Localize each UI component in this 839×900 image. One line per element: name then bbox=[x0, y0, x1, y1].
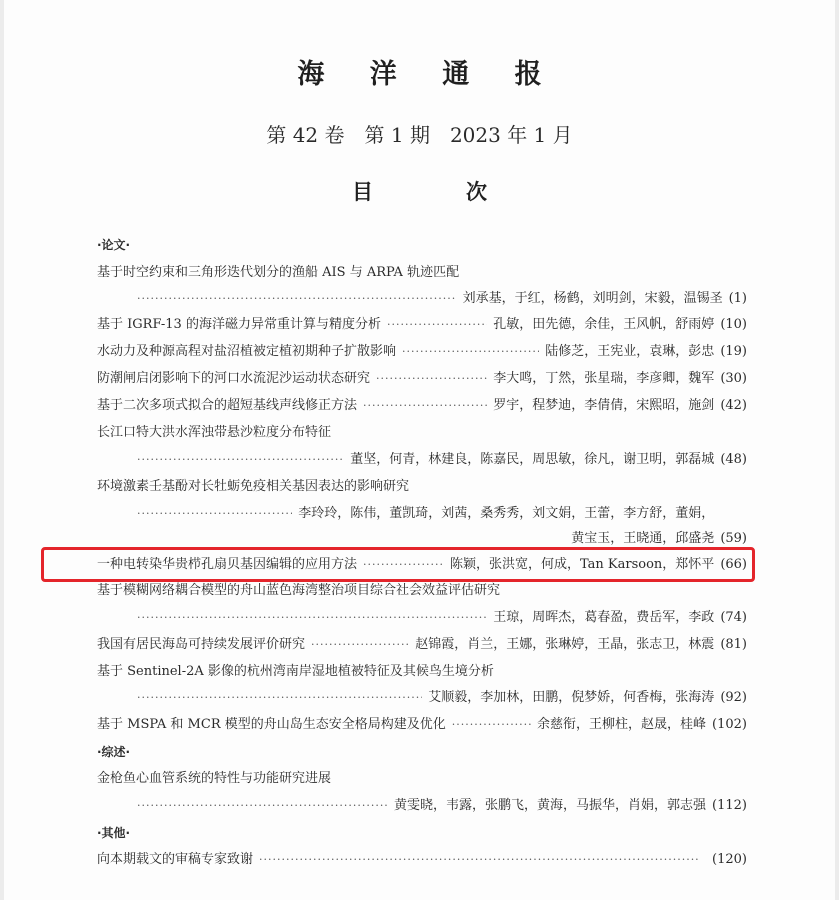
leader-dots bbox=[137, 687, 422, 709]
toc-entry[interactable] bbox=[97, 768, 747, 790]
leader-dots bbox=[363, 395, 487, 417]
entry-authors: 王琼，周晖杰，葛春盈，费岳军，李政 bbox=[493, 610, 715, 625]
entry-page: (102) bbox=[712, 717, 747, 732]
entry-page: (112) bbox=[712, 798, 747, 813]
section-label-review: ·综述· bbox=[97, 745, 131, 759]
entry-authors: 余慈衔，王柳柱，赵晟，桂峰 bbox=[537, 717, 707, 732]
entry-page: (30) bbox=[720, 371, 747, 386]
entry-title: 我国有居民海岛可持续发展评价研究 bbox=[97, 637, 306, 652]
section-label-papers: ·论文· bbox=[97, 238, 131, 252]
leader-dots bbox=[137, 607, 487, 629]
entry-page: (19) bbox=[720, 344, 747, 359]
entry-title: 基于二次多项式拟合的超短基线声线修正方法 bbox=[97, 398, 358, 413]
entry-title: 向本期载文的审稿专家致谢 bbox=[97, 852, 254, 867]
toc-entry-continuation[interactable] bbox=[97, 503, 747, 525]
leader-dots bbox=[452, 714, 531, 736]
leader-dots bbox=[137, 503, 292, 525]
toc-entry-continuation[interactable] bbox=[97, 449, 747, 471]
entry-title: 一种电转染华贵栉孔扇贝基因编辑的应用方法 bbox=[97, 557, 358, 572]
entry-title: 水动力及种源高程对盐沼植被定植初期种子扩散影响 bbox=[97, 344, 397, 359]
entry-title: 基于 MSPA 和 MCR 模型的舟山岛生态安全格局构建及优化 bbox=[97, 717, 446, 732]
toc-entry[interactable] bbox=[97, 395, 747, 417]
entry-title: 长江口特大洪水浑浊带悬沙粒度分布特征 bbox=[97, 425, 332, 440]
leader-dots bbox=[137, 795, 388, 817]
entry-page: (74) bbox=[720, 610, 747, 625]
entry-title: 基于 IGRF-13 的海洋磁力异常重计算与精度分析 bbox=[97, 317, 381, 332]
section-label-other: ·其他· bbox=[97, 826, 131, 840]
toc-heading: 目 次 bbox=[352, 180, 523, 204]
entry-title: 环境激素壬基酚对长牡蛎免疫相关基因表达的影响研究 bbox=[97, 479, 410, 494]
entry-page: (81) bbox=[720, 637, 747, 652]
toc-entry[interactable] bbox=[97, 262, 747, 284]
leader-dots bbox=[402, 341, 539, 363]
entry-authors: 黄宝玉，王晓通，邱盛尧 bbox=[571, 531, 715, 546]
leader-dots bbox=[259, 849, 700, 871]
leader-dots bbox=[311, 634, 409, 656]
toc-entry-continuation[interactable] bbox=[97, 288, 747, 310]
entry-authors: 黄雯晓，韦露，张鹏飞，黄海，马振华，肖娟，郭志强 bbox=[394, 798, 707, 813]
journal-title: 海 洋 通 报 bbox=[297, 59, 560, 90]
leader-dots bbox=[376, 368, 487, 390]
entry-authors: 陆修芝，王宪业，袁琳，彭忠 bbox=[545, 344, 715, 359]
issue-info: 第 42 卷 第 1 期 2023 年 1 月 bbox=[266, 123, 573, 147]
leader-dots bbox=[387, 314, 487, 336]
highlight-annotation-box bbox=[41, 547, 755, 582]
toc-entry-continuation[interactable] bbox=[97, 607, 747, 629]
entry-authors: 董坚，何青，林建良，陈嘉民，周思敏，徐凡，谢卫明，郭磊城 bbox=[350, 452, 715, 467]
entry-authors: 陈颖，张洪宽，何成，Tan Karsoon，郑怀平 bbox=[450, 557, 715, 572]
toc-entry[interactable] bbox=[97, 580, 747, 602]
toc-entry[interactable] bbox=[97, 341, 747, 363]
toc-entry[interactable] bbox=[97, 314, 747, 336]
toc-entry[interactable] bbox=[97, 714, 747, 736]
entry-authors: 赵锦霞，肖兰，王娜，张琳婷，王晶，张志卫，林震 bbox=[415, 637, 715, 652]
entry-page: (48) bbox=[720, 452, 747, 467]
toc-entry-continuation[interactable] bbox=[97, 795, 747, 817]
entry-authors: 孔敏，田先德，余佳，王风帆，舒雨婷 bbox=[493, 317, 715, 332]
toc-entry[interactable] bbox=[97, 661, 747, 683]
entry-title: 基于时空约束和三角形迭代划分的渔船 AIS 与 ARPA 轨迹匹配 bbox=[97, 265, 460, 280]
leader-dots bbox=[137, 288, 457, 310]
entry-page: (59) bbox=[720, 531, 747, 546]
entry-page: (66) bbox=[720, 557, 747, 572]
toc-entry[interactable] bbox=[97, 634, 747, 656]
entry-page: (1) bbox=[728, 291, 747, 306]
entry-page: (10) bbox=[720, 317, 747, 332]
entry-title: 防潮闸启闭影响下的河口水流泥沙运动状态研究 bbox=[97, 371, 371, 386]
toc-entry[interactable] bbox=[97, 422, 747, 444]
toc-entry[interactable] bbox=[97, 476, 747, 498]
entry-title: 基于 Sentinel-2A 影像的杭州湾南岸湿地植被特征及其候鸟生境分析 bbox=[97, 664, 494, 679]
entry-authors: 罗宇，程梦迪，李倩倩，宋熙昭，施剑 bbox=[493, 398, 715, 413]
entry-title: 基于模糊网络耦合模型的舟山蓝色海湾整治项目综合社会效益评估研究 bbox=[97, 583, 501, 598]
entry-authors: 李玲玲，陈伟，董凯琦，刘茜，桑秀秀，刘文娟，王蕾，李方舒，董娟， bbox=[298, 506, 715, 521]
entry-authors: 艾顺毅，李加林，田鹏，倪梦娇，何香梅，张海涛 bbox=[428, 690, 715, 705]
entry-title: 金枪鱼心血管系统的特性与功能研究进展 bbox=[97, 771, 332, 786]
toc-entry[interactable] bbox=[97, 368, 747, 390]
entry-page: (120) bbox=[712, 852, 747, 867]
entry-authors: 刘承基，于红，杨鹤，刘明剑，宋毅，温锡圣 bbox=[462, 291, 723, 306]
entry-page: (42) bbox=[720, 398, 747, 413]
toc-entry[interactable] bbox=[97, 849, 747, 871]
entry-authors: 李大鸣，丁然，张星瑞，李彦卿，魏军 bbox=[493, 371, 715, 386]
leader-dots bbox=[137, 449, 344, 471]
toc-entry-continuation[interactable] bbox=[97, 687, 747, 709]
entry-page: (92) bbox=[720, 690, 747, 705]
